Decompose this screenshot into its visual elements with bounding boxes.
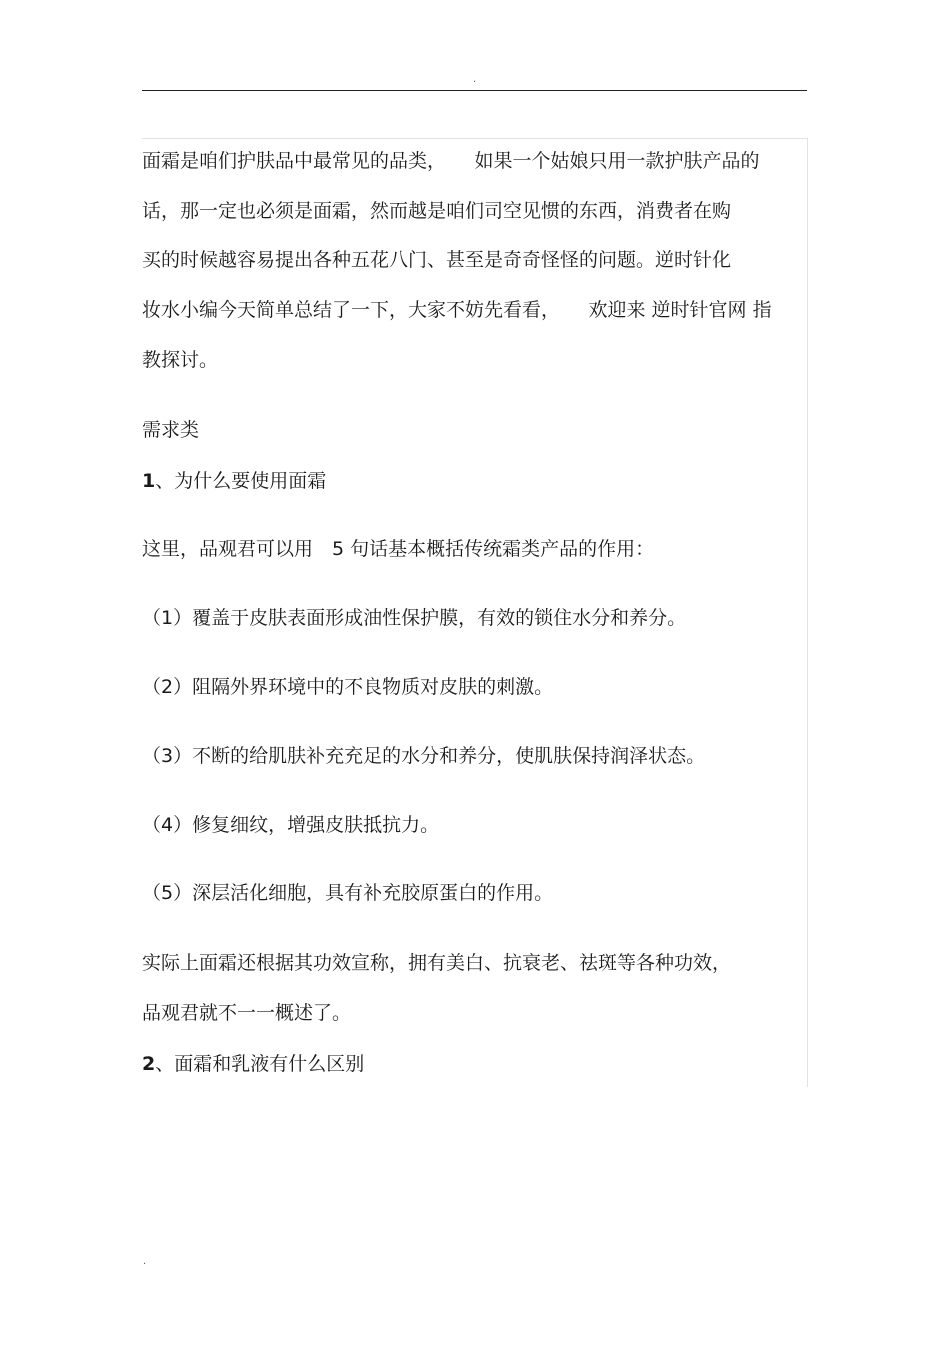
paragraph-line: 话，那一定也必须是面霜，然而越是咱们司空见惯的东西，消费者在购 — [142, 200, 732, 222]
summary-line: 品观君就不一一概述了。 — [142, 1002, 352, 1024]
header-rule — [142, 90, 807, 91]
list-item: （2）阻隔外界环境中的不良物质对皮肤的刺激。 — [142, 676, 554, 698]
header-mark: . — [473, 74, 477, 85]
section-heading: 需求类 — [142, 419, 200, 441]
paragraph-line: 买的时候越容易提出各种五花八门、甚至是奇奇怪怪的问题。逆时针化 — [142, 249, 732, 271]
list-item: （3）不断的给肌肤补充充足的水分和养分，使肌肤保持润泽状态。 — [142, 745, 706, 767]
summary-line: 实际上面霜还根据其功效宣称，拥有美白、抗衰老、祛斑等各种功效， — [142, 952, 732, 974]
paragraph-line: 妆水小编今天简单总结了一下，大家不妨先看看， 欢迎来 逆时针官网 指 — [142, 299, 772, 321]
paragraph-line: 教探讨。 — [142, 349, 219, 371]
question-heading-1 — [142, 469, 326, 493]
question-number: 2 — [142, 1053, 156, 1075]
footer-mark: . — [143, 1256, 147, 1267]
list-item: （1）覆盖于皮肤表面形成油性保护膜，有效的锁住水分和养分。 — [142, 607, 687, 629]
question-heading-2 — [142, 1052, 364, 1076]
intro-line: 这里，品观君可以用 5 句话基本概括传统霜类产品的作用： — [142, 538, 655, 560]
question-text: 、为什么要使用面霜 — [155, 470, 327, 492]
question-number: 1 — [142, 470, 156, 492]
question-text: 、面霜和乳液有什么区别 — [155, 1053, 365, 1075]
paragraph-line: 面霜是咱们护肤品中最常见的品类， 如果一个姑娘只用一款护肤产品的 — [142, 150, 760, 172]
list-item: （4）修复细纹，增强皮肤抵抗力。 — [142, 814, 440, 836]
list-item: （5）深层活化细胞，具有补充胶原蛋白的作用。 — [142, 882, 554, 904]
